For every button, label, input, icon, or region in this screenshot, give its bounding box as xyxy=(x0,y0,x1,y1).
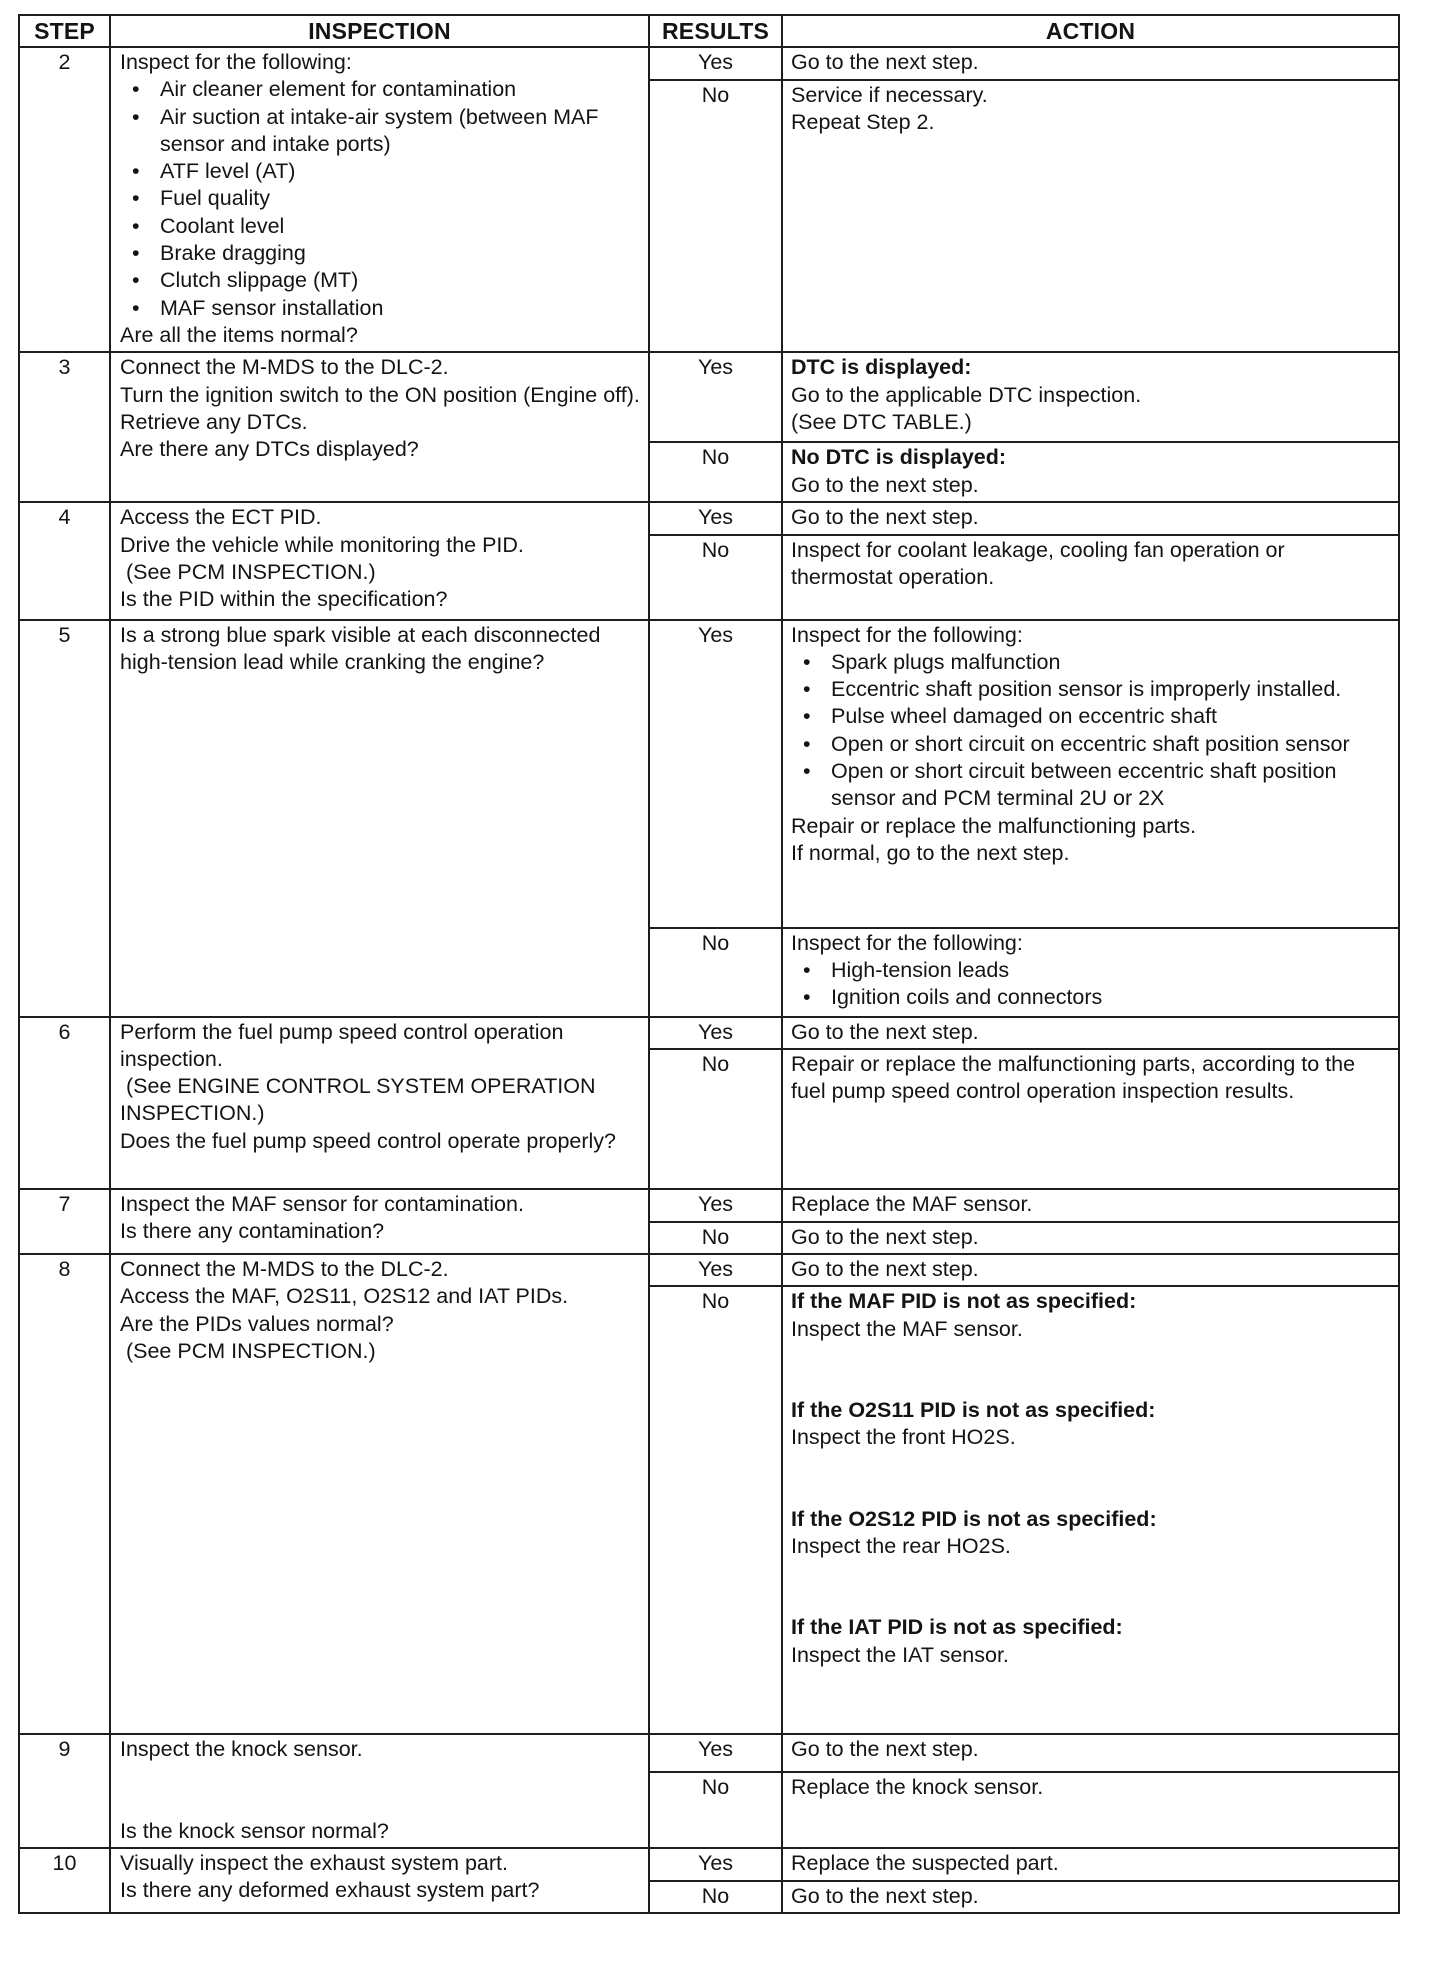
result-no: No xyxy=(649,1881,782,1913)
step-3-inspection xyxy=(110,352,649,502)
inspection-line: (See ENGINE CONTROL SYSTEM OPERATION INSPECTION.) xyxy=(120,1074,602,1126)
action-bullet: • High-tension leads xyxy=(791,957,1392,984)
result-yes: Yes xyxy=(649,1017,782,1049)
result-no: No xyxy=(649,1049,782,1189)
step-number: 7 xyxy=(19,1189,110,1254)
inspection-line: Access the ECT PID. xyxy=(120,505,322,530)
action-text: Go to the next step. xyxy=(782,1881,1399,1913)
header-step: STEP xyxy=(19,15,110,47)
action-line: Inspect the MAF sensor. xyxy=(791,1316,1023,1341)
step-number: 4 xyxy=(19,502,110,619)
action-line: Inspect for the following: xyxy=(791,930,1023,955)
inspection-bullet: • Air cleaner element for contamination xyxy=(120,76,644,103)
inspection-line: (See PCM INSPECTION.) xyxy=(120,1339,376,1364)
result-yes: Yes xyxy=(649,1254,782,1286)
action-line: Go to the applicable DTC inspection. xyxy=(791,382,1142,407)
action-bullet: • Open or short circuit between eccentric shaft position sensor and PCM terminal 2U or 2X xyxy=(791,758,1392,813)
result-no: No xyxy=(649,928,782,1017)
result-no: No xyxy=(649,1222,782,1254)
action-bullet: • Pulse wheel damaged on eccentric shaft xyxy=(791,703,1392,730)
action-line: Inspect the front HO2S. xyxy=(791,1425,1016,1450)
action-cell xyxy=(782,928,1399,1017)
step-9-inspection xyxy=(110,1734,649,1848)
inspection-line: Is a strong blue spark visible at each disconnected high-tension lead while cranking the engine? xyxy=(120,622,601,674)
action-line: Repair or replace the malfunctioning parts. xyxy=(791,813,1197,838)
diagnostic-table xyxy=(18,14,1400,1914)
inspection-line: Does the fuel pump speed control operate properly? xyxy=(120,1128,617,1153)
step-number: 10 xyxy=(19,1848,110,1913)
inspection-line: Access the MAF, O2S11, O2S12 and IAT PIDs. xyxy=(120,1284,569,1309)
step-7-yes-row xyxy=(19,1189,1399,1222)
action-text: Go to the next step. xyxy=(782,47,1399,80)
inspection-line: Connect the M-MDS to the DLC-2. xyxy=(120,1257,449,1282)
action-cell xyxy=(782,442,1399,502)
step-number: 6 xyxy=(19,1017,110,1189)
inspection-bullet: • MAF sensor installation xyxy=(120,295,644,322)
inspection-bullet: • ATF level (AT) xyxy=(120,158,644,185)
inspection-line: Is there any contamination? xyxy=(120,1219,385,1244)
result-no: No xyxy=(649,1772,782,1848)
result-no: No xyxy=(649,80,782,352)
action-cell xyxy=(782,620,1399,928)
step-4-inspection xyxy=(110,502,649,619)
step-number: 5 xyxy=(19,620,110,1017)
action-text: Repair or replace the malfunctioning parts, according to the fuel pump speed control operation inspection results. xyxy=(782,1049,1399,1189)
header-inspection: INSPECTION xyxy=(110,15,649,47)
inspection-line: Retrieve any DTCs. xyxy=(120,409,308,434)
step-8-yes-row xyxy=(19,1254,1399,1286)
result-yes: Yes xyxy=(649,1734,782,1772)
step-5-yes-row xyxy=(19,620,1399,928)
inspection-line: (See PCM INSPECTION.) xyxy=(120,559,376,584)
inspection-bullet: • Clutch slippage (MT) xyxy=(120,267,644,294)
action-line: Repeat Step 2. xyxy=(791,110,935,135)
inspection-line: Perform the fuel pump speed control operation inspection. xyxy=(120,1019,564,1071)
step-10-yes-row xyxy=(19,1848,1399,1881)
inspection-bullet: • Air suction at intake-air system (between MAF sensor and intake ports) xyxy=(120,104,644,159)
action-line: Go to the next step. xyxy=(791,472,979,497)
action-line: Inspect the rear HO2S. xyxy=(791,1533,1011,1558)
inspection-bullet: • Coolant level xyxy=(120,213,644,240)
step-6-inspection xyxy=(110,1017,649,1189)
step-6-yes-row xyxy=(19,1017,1399,1049)
step-9-yes-row xyxy=(19,1734,1399,1772)
action-line: Service if necessary. xyxy=(791,82,988,107)
result-yes: Yes xyxy=(649,1189,782,1222)
action-text: Replace the knock sensor. xyxy=(782,1772,1399,1848)
step-8-inspection xyxy=(110,1254,649,1734)
inspection-line: Drive the vehicle while monitoring the PID. xyxy=(120,532,524,557)
action-bullet: • Open or short circuit on eccentric shaft position sensor xyxy=(791,731,1392,758)
inspection-question: Are all the items normal? xyxy=(120,322,358,347)
action-text: Go to the next step. xyxy=(782,1254,1399,1286)
result-yes: Yes xyxy=(649,47,782,80)
step-number: 8 xyxy=(19,1254,110,1734)
header-results: RESULTS xyxy=(649,15,782,47)
action-text: Inspect for coolant leakage, cooling fan operation or thermostat operation. xyxy=(782,535,1399,620)
diagnostic-procedure-document xyxy=(18,14,1398,1914)
action-line: Inspect the IAT sensor. xyxy=(791,1642,1009,1667)
step-3-yes-row xyxy=(19,352,1399,442)
result-no: No xyxy=(649,442,782,502)
inspection-line: Inspect the MAF sensor for contamination. xyxy=(120,1191,524,1216)
action-heading: DTC is displayed: xyxy=(791,355,972,380)
action-line: Inspect for the following: xyxy=(791,622,1023,647)
header-action: ACTION xyxy=(782,15,1399,47)
action-cell xyxy=(782,80,1399,352)
result-yes: Yes xyxy=(649,1848,782,1881)
action-heading: If the O2S11 PID is not as specified: xyxy=(791,1398,1156,1423)
action-line: If normal, go to the next step. xyxy=(791,840,1070,865)
action-heading: No DTC is displayed: xyxy=(791,445,1007,470)
action-text: Replace the suspected part. xyxy=(782,1848,1399,1881)
inspection-line: Is the PID within the specification? xyxy=(120,587,448,612)
inspection-bullet: • Brake dragging xyxy=(120,240,644,267)
action-heading: If the MAF PID is not as specified: xyxy=(791,1289,1137,1314)
step-10-inspection xyxy=(110,1848,649,1913)
step-number: 9 xyxy=(19,1734,110,1848)
step-2-inspection xyxy=(110,47,649,352)
inspection-line: Is there any deformed exhaust system part? xyxy=(120,1878,540,1903)
action-bullet: • Eccentric shaft position sensor is improperly installed. xyxy=(791,676,1392,703)
inspection-line: Inspect the knock sensor. xyxy=(120,1737,363,1762)
step-5-inspection xyxy=(110,620,649,1017)
action-heading: If the O2S12 PID is not as specified: xyxy=(791,1506,1157,1531)
action-heading: If the IAT PID is not as specified: xyxy=(791,1615,1123,1640)
result-no: No xyxy=(649,535,782,620)
result-yes: Yes xyxy=(649,352,782,442)
action-cell xyxy=(782,352,1399,442)
result-yes: Yes xyxy=(649,620,782,928)
step-4-yes-row xyxy=(19,502,1399,534)
action-text: Replace the MAF sensor. xyxy=(782,1189,1399,1222)
result-no: No xyxy=(649,1286,782,1734)
inspection-line: Is the knock sensor normal? xyxy=(120,1818,389,1843)
inspection-bullet: • Fuel quality xyxy=(120,185,644,212)
inspection-line: Inspect for the following: xyxy=(120,50,352,74)
action-text: Go to the next step. xyxy=(782,502,1399,534)
header-row xyxy=(19,15,1399,47)
action-text: Go to the next step. xyxy=(782,1734,1399,1772)
step-number: 3 xyxy=(19,352,110,502)
inspection-line: Visually inspect the exhaust system part. xyxy=(120,1851,508,1876)
inspection-line: Turn the ignition switch to the ON position (Engine off). xyxy=(120,382,640,407)
result-yes: Yes xyxy=(649,502,782,534)
step-2-yes-row xyxy=(19,47,1399,80)
step-7-inspection xyxy=(110,1189,649,1254)
inspection-line: Are the PIDs values normal? xyxy=(120,1311,394,1336)
inspection-line: Connect the M-MDS to the DLC-2. xyxy=(120,355,449,380)
inspection-line: Are there any DTCs displayed? xyxy=(120,437,419,462)
action-line: (See DTC TABLE.) xyxy=(791,409,972,434)
action-text: Go to the next step. xyxy=(782,1017,1399,1049)
action-bullet: • Ignition coils and connectors xyxy=(791,984,1392,1011)
action-bullet: • Spark plugs malfunction xyxy=(791,649,1392,676)
step-number: 2 xyxy=(19,47,110,352)
action-text: Go to the next step. xyxy=(782,1222,1399,1254)
action-cell xyxy=(782,1286,1399,1734)
